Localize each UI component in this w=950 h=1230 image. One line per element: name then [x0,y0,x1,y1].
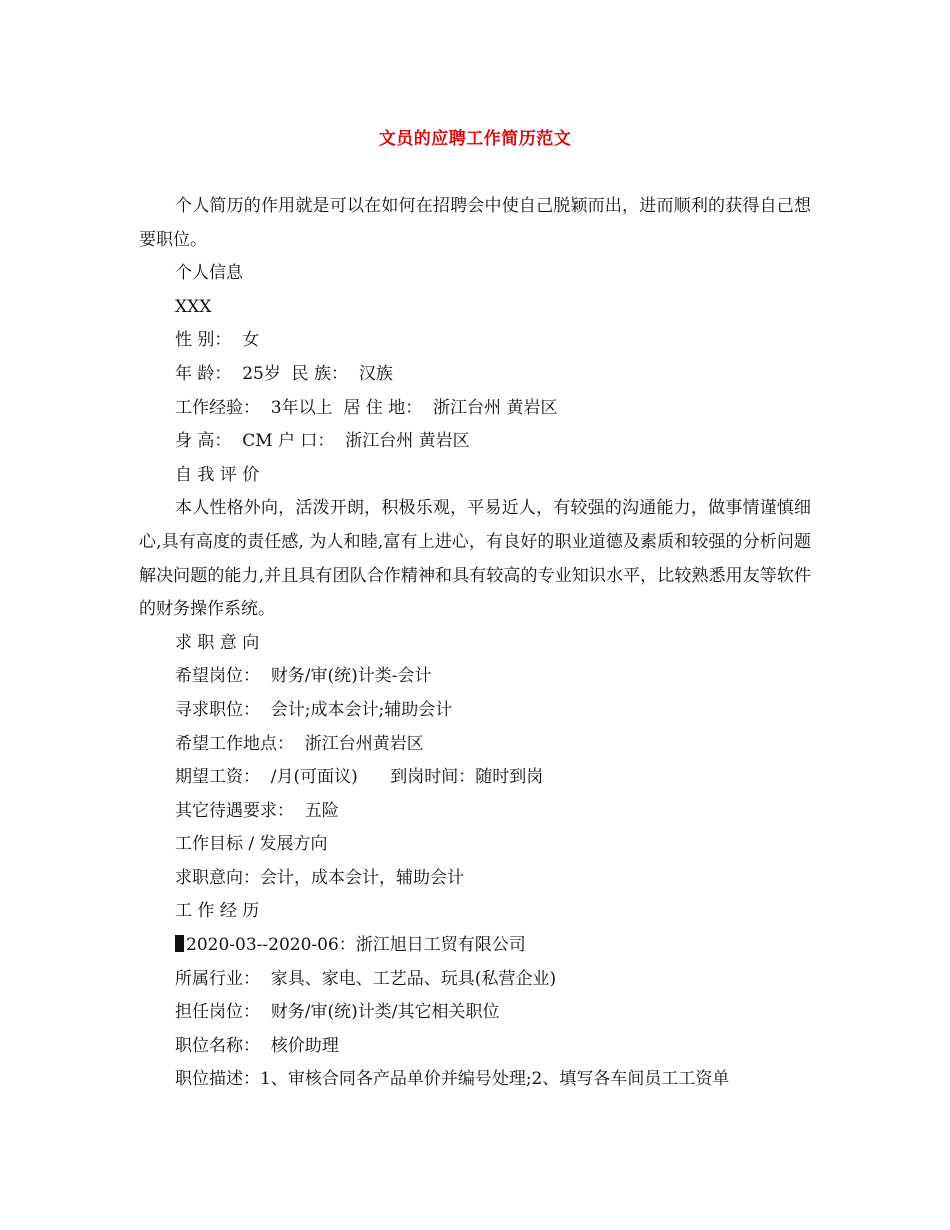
desired-position-line: 希望岗位： 财务/审(统)计类-会计 [175,666,432,687]
name-line: XXX [175,296,212,317]
work-history-heading: 工 作 经 历 [175,901,260,922]
work-entry-line [139,929,811,963]
self-evaluation-heading: 自 我 评 价 [175,464,260,485]
gender-line: 性 别： 女 [175,330,260,351]
job-intention-heading: 求 职 意 向 [175,632,260,653]
expected-salary-line: 期望工资： /月(可面议) 到岗时间：随时到岗 [175,767,544,788]
self-evaluation-text: 本人性格外向，活泼开朗，积极乐观，平易近人，有较强的沟通能力，做事情谨慎细心,具有高度的责任感, 为人和睦,富有上进心，有良好的职业道德及素质和较强的分析问题解决问题的能力,并且具有团队合作精神和具有较高的专业知识水平，比较熟悉用友等软件的财务操作系统。 [139,498,811,620]
industry-line: 所属行业： 家具、家电、工艺品、玩具(私营企业) [175,968,557,989]
height-hukou-line: 身 高： CM 户 口： 浙江台州 黄岩区 [175,431,470,452]
work-entry-period-company: 2020-03--2020-06：浙江旭日工贸有限公司 [186,935,526,956]
position-line: 担任岗位： 财务/审(统)计类/其它相关职位 [175,1002,500,1023]
age-ethnicity-line: 年 龄： 25岁 民 族： 汉族 [175,363,393,384]
job-description-line: 职位描述：1、审核合同各产品单价并编号处理;2、填写各车间员工工资单 [175,1069,730,1090]
other-benefits-line: 其它待遇要求： 五险 [175,800,339,821]
experience-residence-line: 工作经验： 3年以上 居 住 地： 浙江台州 黄岩区 [175,397,558,418]
personal-info-heading: 个人信息 [175,263,243,284]
goal-heading: 工作目标 / 发展方向 [175,834,328,855]
intro-paragraph: 个人简历的作用就是可以在如何在招聘会中使自己脱颖而出，进而顺利的获得自己想要职位。 [139,196,811,250]
document-body [139,190,811,1097]
goal-text: 求职意向：会计，成本会计，辅助会计 [175,867,464,888]
job-title-line: 职位名称： 核价助理 [175,1035,339,1056]
document-title: 文员的应聘工作简历范文 [378,129,572,149]
desired-location-line: 希望工作地点： 浙江台州黄岩区 [175,733,424,754]
seeking-position-line: 寻求职位： 会计;成本会计;辅助会计 [175,699,453,720]
block-bullet-icon [175,935,184,952]
